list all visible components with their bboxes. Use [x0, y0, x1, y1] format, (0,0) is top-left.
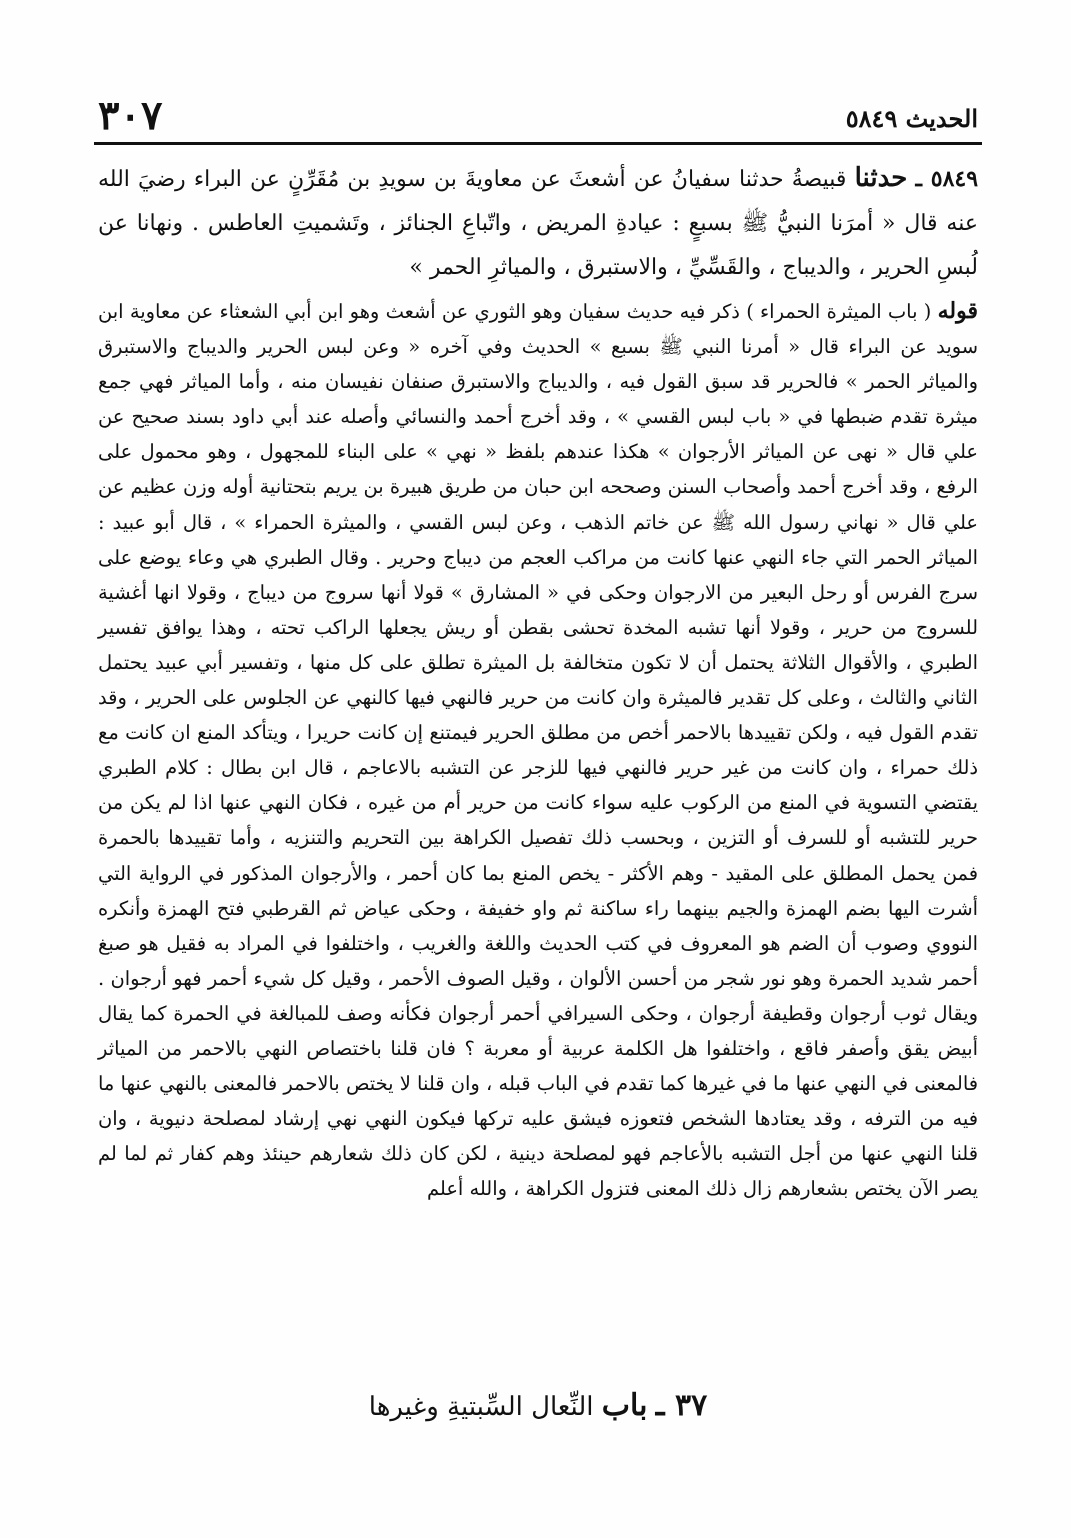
chapter-number: ٣٧ ـ [655, 1388, 708, 1423]
header-rule [94, 142, 982, 145]
running-title: الحديث ٥٨٤٩ [845, 104, 978, 133]
page-header [98, 86, 978, 146]
commentary-paragraph [98, 294, 978, 1206]
hadith-paragraph [98, 156, 978, 290]
haddathana-word: حدثنا [854, 163, 908, 193]
chapter-heading [98, 1388, 978, 1423]
main-text [98, 156, 978, 1206]
hadith-number: ٥٨٤٩ ـ [915, 166, 979, 192]
hadith-text: قبيصةُ حدثنا سفيانُ عن أشعثَ عن معاويةَ بن سويدِ بن مُقَرِّنٍ عن البراء رضيَ الله عنه قال « أمرَنا النبيُّ ﷺ بسبعٍ : عيادةِ المريض ، واتّباعِ الجنائز ، وتَشميتِ العاطس . ونهانا عن لُبسِ الحرير ، والديباج ، والقَسِّيِّ ، والاستبرق ، والمياثرِ الحمر » [98, 167, 978, 280]
chapter-title: النِّعال السِّبتيةِ وغيرها [368, 1392, 594, 1422]
chapter-word: باب [601, 1388, 648, 1423]
qawluh-word: قوله [937, 298, 978, 324]
commentary-text: ( باب الميثرة الحمراء ) ذكر فيه حديث سفيان وهو الثوري عن أشعث وهو ابن أبي الشعثاء عن معاوية ابن سويد عن البراء قال « أمرنا النبي ﷺ بسبع » الحديث وفي آخره « وعن لبس الحرير والديباج والاستبرق والمياثر الحمر » فالحرير قد سبق القول فيه ، والديباج والاستبرق صنفان نفيسان منه ، وأما المياثر فهي جمع ميثرة تقدم ضبطها في « باب لبس القسي » ، وقد أخرج أحمد والنسائي وأصله عند أبي داود بسند صحيح عن علي قال « نهى عن المياثر الأرجوان » هكذا عندهم بلفظ « نهي » على البناء للمجهول ، وهو محمول على الرفع ، وقد أخرج أحمد وأصحاب السنن وصححه ابن حبان من طريق هبيرة بن يريم بتحتانية أوله وزن عظيم عن علي قال « نهاني رسول الله ﷺ عن خاتم الذهب ، وعن لبس القسي ، والميثرة الحمراء » ، قال أبو عبيد : المياثر الحمر التي جاء النهي عنها كانت من مراكب العجم من ديباج وحرير . وقال الطبري هي وعاء يوضع على سرج الفرس أو رحل البعير من الارجوان وحكى في « المشارق » قولا أنها سروج من ديباج ، وقولا انها أغشية للسروج من حرير ، وقولا أنها تشبه المخدة تحشى بقطن أو ريش يجعلها الراكب تحته ، وهذا يوافق تفسير الطبري ، والأقوال الثلاثة يحتمل أن لا تكون متخالفة بل الميثرة تطلق على كل منها ، وتفسير أبي عبيد يحتمل الثاني والثالث ، وعلى كل تقدير فالميثرة وان كانت من حرير فالنهي فيها كالنهي عن الجلوس على الحرير ، وقد تقدم القول فيه ، ولكن تقييدها بالاحمر أخص من مطلق الحرير فيمتنع إن كانت حريرا ، ويتأكد المنع ان كانت مع ذلك حمراء ، وان كانت من غير حرير فالنهي فيها للزجر عن التشبه بالاعاجم ، قال ابن بطال : كلام الطبري يقتضي التسوية في المنع من الركوب عليه سواء كانت من حرير أم من غيره ، فكان النهي عنها اذا لم يكن من حرير للتشبه أو للسرف أو التزين ، وبحسب ذلك تفصيل الكراهة بين التحريم والتنزيه ، وأما تقييدها بالحمرة فمن يحمل المطلق على المقيد - وهم الأكثر - يخص المنع بما كان أحمر ، والأرجوان المذكور في الرواية التي أشرت اليها بضم الهمزة والجيم بينهما راء ساكنة ثم واو خفيفة ، وحكى عياض ثم القرطبي فتح الهمزة وأنكره النووي وصوب أن الضم هو المعروف في كتب الحديث واللغة والغريب ، واختلفوا في المراد به فقيل هو صبغ أحمر شديد الحمرة وهو نور شجر من أحسن الألوان ، وقيل الصوف الأحمر ، وقيل كل شيء أحمر فهو أرجوان . ويقال ثوب أرجوان وقطيفة أرجوان ، وحكى السيرافي أحمر أرجوان فكأنه وصف للمبالغة في الحمرة كما يقال أبيض يقق وأصفر فاقع ، واختلفوا هل الكلمة عربية أو معربة ؟ فان قلنا باختصاص النهي بالاحمر من المياثر فالمعنى في النهي عنها ما في غيرها كما تقدم في الباب قبله ، وان قلنا لا يختص بالاحمر فالمعنى بالنهي عنها ما فيه من الترفه ، وقد يعتادها الشخص فتعوزه فيشق عليه تركها فيكون النهي نهي إرشاد لمصلحة دنيوية ، وان قلنا النهي عنها من أجل التشبه بالأعاجم فهو لمصلحة دينية ، لكن كان ذلك شعارهم حينئذ وهم كفار ثم لما لم يصر الآن يختص بشعارهم زال ذلك المعنى فتزول الكراهة ، والله أعلم [98, 300, 978, 1201]
page-number: ٣٠٧ [98, 92, 163, 139]
